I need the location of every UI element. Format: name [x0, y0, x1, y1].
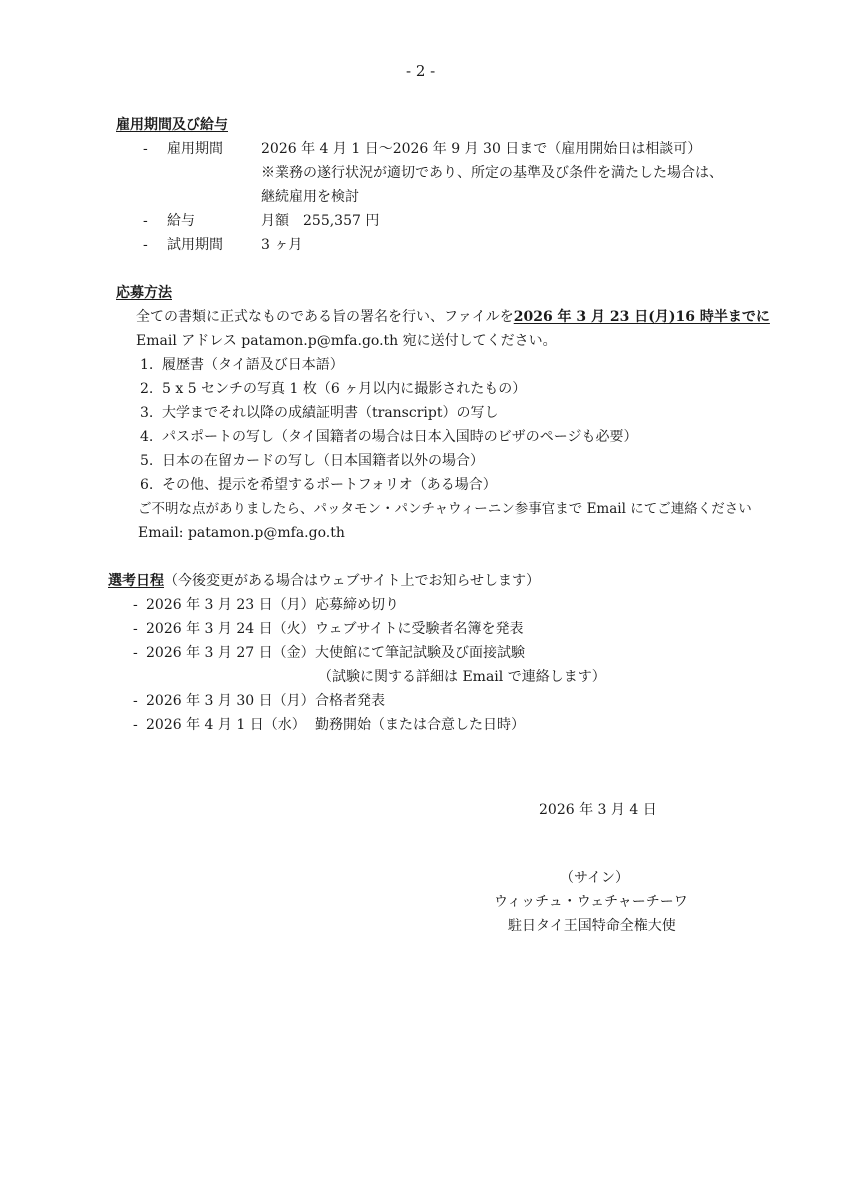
schedule-event: 応募締め切り [315, 597, 399, 613]
schedule-event: 勤務開始（または合意した日時） [315, 717, 525, 733]
probation-value: 3 ヶ月 [261, 237, 303, 253]
schedule-date: 2026 年 3 月 23 日（月） [146, 597, 315, 613]
employment-period-label: 雇用期間 [167, 141, 223, 157]
document-number: 6. [140, 477, 154, 493]
schedule-bullet: - [133, 597, 138, 613]
document-item: 5 x 5 センチの写真 1 枚（6 ヶ月以内に撮影されたもの） [162, 381, 527, 397]
application-deadline: 2026 年 3 月 23 日(月)16 時半までに [513, 309, 770, 325]
document-item: 履歴書（タイ語及び日本語） [162, 357, 344, 373]
document-number: 1. [140, 357, 154, 373]
probation-label: 試用期間 [167, 237, 223, 253]
contact-email: Email: patamon.p@mfa.go.th [138, 525, 345, 541]
schedule-bullet: - [133, 693, 138, 709]
application-intro-line1 [136, 308, 770, 326]
contact-line: ご不明な点がありましたら、パッタモン・パンチャウィーニン参事官まで Email にてご連絡ください [138, 501, 752, 517]
schedule-bullet: - [133, 645, 138, 661]
salary-label: 給与 [167, 213, 195, 229]
document-number: 2. [140, 381, 154, 397]
schedule-heading: 選考日程 [108, 573, 164, 589]
employment-period-value: 2026 年 4 月 1 日～2026 年 9 月 30 日まで（雇用開始日は相談可） [261, 141, 702, 157]
employment-bullet: - [143, 213, 148, 229]
document-item: その他、提示を希望するポートフォリオ（ある場合） [162, 477, 497, 493]
salary-value: 月額 255,357 円 [261, 213, 380, 229]
schedule-bullet: - [133, 621, 138, 637]
schedule-bullet: - [133, 717, 138, 733]
schedule-date: 2026 年 3 月 24 日（火） [146, 621, 315, 637]
employment-note-line1: ※業務の遂行状況が適切であり、所定の基準及び条件を満たした場合は、 [261, 165, 723, 181]
exam-note: （試験に関する詳細は Email で連絡します） [318, 669, 606, 685]
application-heading: 応募方法 [116, 285, 172, 301]
signatory-name: ウィッチュ・ウェチャーチーワ [494, 894, 688, 910]
schedule-event: 大使館にて筆記試験及び面接試験 [315, 645, 525, 661]
schedule-heading-note: （今後変更がある場合はウェブサイト上でお知らせします） [164, 573, 541, 589]
schedule-date: 2026 年 3 月 30 日（月） [146, 693, 315, 709]
page-number: - 2 - [406, 62, 436, 80]
schedule-date: 2026 年 3 月 27 日（金） [146, 645, 315, 661]
signatory-title: 駐日タイ王国特命全権大使 [508, 918, 676, 934]
issue-date: 2026 年 3 月 4 日 [539, 802, 657, 818]
schedule-event: 合格者発表 [315, 693, 385, 709]
employment-note-line2: 継続雇用を検討 [261, 189, 359, 205]
employment-heading: 雇用期間及び給与 [116, 117, 228, 133]
document-item: 日本の在留カードの写し（日本国籍者以外の場合） [162, 453, 484, 469]
signature-label: （サイン） [560, 870, 630, 886]
employment-bullet: - [143, 141, 148, 157]
document-number: 3. [140, 405, 154, 421]
document-item: パスポートの写し（タイ国籍者の場合は日本入国時のビザのページも必要） [162, 429, 638, 445]
schedule-date: 2026 年 4 月 1 日（水） [146, 717, 306, 733]
application-intro-text: 全ての書類に正式なものである旨の署名を行い、ファイルを [136, 309, 514, 325]
document-number: 5. [140, 453, 154, 469]
schedule-event: ウェブサイトに受験者名簿を発表 [315, 621, 524, 637]
schedule-heading-line [108, 572, 540, 590]
document-item: 大学までそれ以降の成績証明書（transcript）の写し [162, 405, 499, 421]
employment-bullet: - [143, 237, 148, 253]
document-number: 4. [140, 429, 154, 445]
application-intro-line2: Email アドレス patamon.p@mfa.go.th 宛に送付してください。 [136, 333, 557, 349]
